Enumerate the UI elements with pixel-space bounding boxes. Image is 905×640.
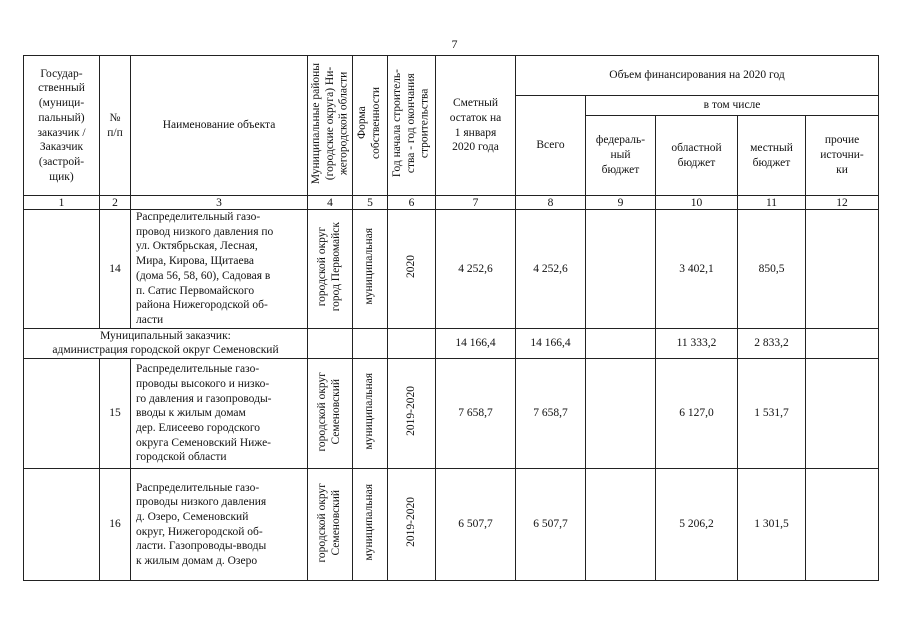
cell-customer [24, 469, 100, 581]
cell-ownership [353, 469, 388, 581]
cell-district [308, 469, 353, 581]
table-row [24, 359, 879, 469]
cell-object-name: Распределительный газо- провод низкого давления по ул. Октябрьская, Лесная, Мира, Кирова, Щитаева (дома 56, 58, 60), Садовая в п. Сатис Первомайского района Нижегородской об- ласти [131, 210, 308, 329]
cell-ownership-text: муниципальная [363, 228, 376, 305]
header-district [308, 56, 353, 196]
cell-balance: 14 166,4 [436, 328, 516, 358]
cell-total: 14 166,4 [516, 328, 586, 358]
cell-number: 14 [100, 210, 131, 329]
header-district-text: Муниципальные районы (городские округа) Ни- жегородской области [310, 62, 350, 184]
header-ownership-text: Форма собственности [356, 87, 382, 160]
cell-number: 16 [100, 469, 131, 581]
column-number: 3 [131, 196, 308, 210]
cell-district-text: городской округ Семеновский [316, 482, 342, 563]
cell-object-name: Распределительные газо- проводы низкого давления д. Озеро, Семеновский округ, Нижегородской об- ласти. Газопроводы-вводы к жилым домам д. Озеро [131, 469, 308, 581]
cell-regional: 5 206,2 [656, 469, 738, 581]
cell-balance: 4 252,6 [436, 210, 516, 329]
column-number: 4 [308, 196, 353, 210]
cell-customer [24, 359, 100, 469]
cell-years [388, 210, 436, 329]
cell-years [388, 328, 436, 358]
header-federal: федераль- ный бюджет [586, 116, 656, 196]
cell-district [308, 359, 353, 469]
cell-regional: 11 333,2 [656, 328, 738, 358]
column-number: 8 [516, 196, 586, 210]
cell-ownership-text: муниципальная [363, 373, 376, 450]
cell-regional: 3 402,1 [656, 210, 738, 329]
cell-customer [24, 210, 100, 329]
column-number: 12 [806, 196, 879, 210]
cell-ownership [353, 359, 388, 469]
header-customer: Государ- ственный (муници- пальный) заказчик / Заказчик (застрой- щик) [24, 56, 100, 196]
column-number: 1 [24, 196, 100, 210]
table-row [24, 469, 879, 581]
financing-table [23, 55, 879, 581]
cell-local: 850,5 [738, 210, 806, 329]
column-number: 5 [353, 196, 388, 210]
cell-other [806, 210, 879, 329]
column-number: 9 [586, 196, 656, 210]
cell-local: 1 301,5 [738, 469, 806, 581]
header-balance: Сметный остаток на 1 января 2020 года [436, 56, 516, 196]
cell-district-text: городской округ город Первомайск [316, 221, 342, 312]
column-number: 6 [388, 196, 436, 210]
header-ownership [353, 56, 388, 196]
header-years-text: Год начала строитель- ства - год окончания строительства [390, 69, 431, 178]
cell-other [806, 359, 879, 469]
cell-federal [586, 328, 656, 358]
cell-other [806, 328, 879, 358]
column-number: 11 [738, 196, 806, 210]
header-regional: областной бюджет [656, 116, 738, 196]
column-number: 7 [436, 196, 516, 210]
header-other: прочие источни- ки [806, 116, 879, 196]
table-row [24, 210, 879, 329]
cell-ownership-text: муниципальная [363, 484, 376, 561]
cell-ownership [353, 210, 388, 329]
cell-years-text: 2020 [404, 255, 417, 279]
cell-federal [586, 469, 656, 581]
header-local: местный бюджет [738, 116, 806, 196]
cell-number: 15 [100, 359, 131, 469]
cell-group-label: Муниципальный заказчик: администрация городской округ Семеновский [24, 328, 308, 358]
cell-other [806, 469, 879, 581]
cell-local: 2 833,2 [738, 328, 806, 358]
cell-balance: 7 658,7 [436, 359, 516, 469]
cell-years-text: 2019-2020 [404, 497, 417, 548]
column-number: 10 [656, 196, 738, 210]
cell-district [308, 328, 353, 358]
cell-total: 4 252,6 [516, 210, 586, 329]
table-row-group [24, 328, 879, 358]
header-funding: Объем финансирования на 2020 год [516, 56, 879, 96]
cell-regional: 6 127,0 [656, 359, 738, 469]
header-years [388, 56, 436, 196]
header-total: Всего [516, 96, 586, 196]
cell-years-text: 2019-2020 [404, 386, 417, 437]
cell-years [388, 469, 436, 581]
cell-local: 1 531,7 [738, 359, 806, 469]
cell-object-name: Распределительные газо- проводы высокого и низко- го давления и газопроводы- вводы к жилым домам дер. Елисеево городского округа Семеновский Ниже- городской области [131, 359, 308, 469]
cell-ownership [353, 328, 388, 358]
cell-years [388, 359, 436, 469]
cell-district [308, 210, 353, 329]
header-object-name: Наименование объекта [131, 56, 308, 196]
cell-federal [586, 359, 656, 469]
cell-district-text: городской округ Семеновский [316, 371, 342, 452]
header-including: в том числе [586, 96, 879, 116]
page-number: 7 [451, 37, 458, 51]
cell-balance: 6 507,7 [436, 469, 516, 581]
cell-total: 7 658,7 [516, 359, 586, 469]
cell-total: 6 507,7 [516, 469, 586, 581]
column-number: 2 [100, 196, 131, 210]
header-number: № п/п [100, 56, 131, 196]
cell-federal [586, 210, 656, 329]
